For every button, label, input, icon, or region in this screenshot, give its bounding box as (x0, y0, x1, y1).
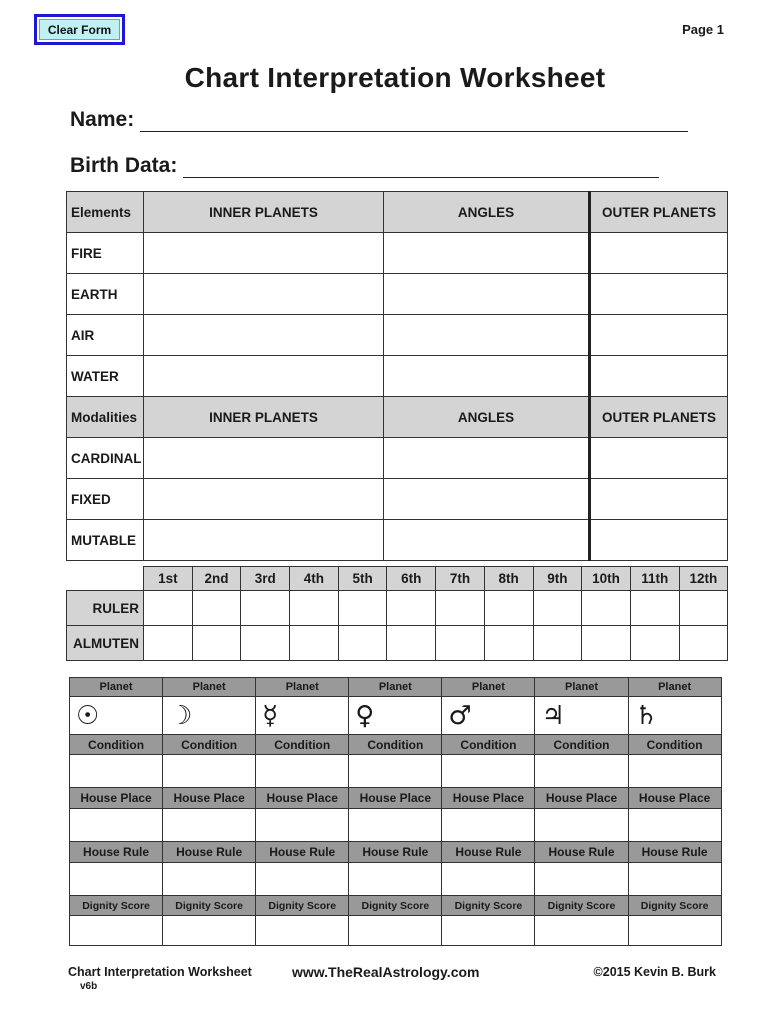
dignity-score-cell[interactable] (442, 916, 535, 946)
condition-label: Condition (256, 735, 349, 755)
ruler-cell[interactable] (338, 591, 387, 626)
saturn-icon: ♄ (628, 697, 721, 735)
table-row (67, 315, 728, 356)
ruler-cell[interactable] (533, 591, 582, 626)
row-label-mutable: MUTABLE (67, 520, 144, 561)
earth-outer-cell[interactable] (590, 274, 728, 315)
house-rule-cell[interactable] (349, 863, 442, 896)
condition-header-row (70, 735, 722, 755)
elements-modalities-table (66, 191, 728, 561)
condition-label: Condition (535, 735, 628, 755)
almuten-cell[interactable] (630, 626, 679, 661)
footer-title: Chart Interpretation Worksheet (68, 965, 252, 979)
mars-icon: ♂ (442, 697, 535, 735)
row-label-earth: EARTH (67, 274, 144, 315)
house-rule-label: House Rule (349, 842, 442, 863)
fixed-outer-cell[interactable] (590, 479, 728, 520)
sun-icon: ☉ (70, 697, 163, 735)
almuten-cell[interactable] (436, 626, 485, 661)
house-3-header: 3rd (241, 567, 290, 591)
dignity-score-cell[interactable] (535, 916, 628, 946)
planet-label: Planet (256, 678, 349, 697)
almuten-cell[interactable] (290, 626, 339, 661)
dignity-score-cell[interactable] (256, 916, 349, 946)
page-number: Page 1 (682, 22, 724, 37)
water-inner-cell[interactable] (144, 356, 384, 397)
house-place-row (70, 809, 722, 842)
ruler-cell[interactable] (387, 591, 436, 626)
inner-planets-header: INNER PLANETS (144, 397, 384, 438)
birth-data-label: Birth Data: (70, 154, 178, 177)
condition-cell[interactable] (628, 755, 721, 788)
water-outer-cell[interactable] (590, 356, 728, 397)
almuten-label: ALMUTEN (67, 626, 144, 661)
table-row (67, 233, 728, 274)
modalities-header: Modalities (67, 397, 144, 438)
air-inner-cell[interactable] (144, 315, 384, 356)
house-6-header: 6th (387, 567, 436, 591)
outer-planets-header: OUTER PLANETS (590, 192, 728, 233)
house-place-label: House Place (535, 788, 628, 809)
table-row (67, 274, 728, 315)
house-4-header: 4th (290, 567, 339, 591)
house-place-cell[interactable] (442, 809, 535, 842)
row-label-fixed: FIXED (67, 479, 144, 520)
clear-form-label[interactable]: Clear Form (39, 19, 120, 40)
ruler-cell[interactable] (582, 591, 631, 626)
angles-header: ANGLES (384, 192, 590, 233)
name-field-row (70, 108, 688, 132)
almuten-cell[interactable] (192, 626, 241, 661)
planet-label: Planet (535, 678, 628, 697)
condition-label: Condition (163, 735, 256, 755)
dignity-score-cell[interactable] (349, 916, 442, 946)
cardinal-inner-cell[interactable] (144, 438, 384, 479)
house-place-label: House Place (442, 788, 535, 809)
house-place-cell[interactable] (535, 809, 628, 842)
ruler-row (67, 591, 728, 626)
dignity-score-label: Dignity Score (442, 896, 535, 916)
house-12-header: 12th (679, 567, 728, 591)
birth-data-field-row (70, 154, 659, 178)
cardinal-angles-cell[interactable] (384, 438, 590, 479)
dignity-score-label: Dignity Score (628, 896, 721, 916)
table-row (67, 479, 728, 520)
fixed-angles-cell[interactable] (384, 479, 590, 520)
house-11-header: 11th (630, 567, 679, 591)
table-row (67, 356, 728, 397)
house-rule-label: House Rule (256, 842, 349, 863)
house-place-cell[interactable] (349, 809, 442, 842)
house-place-header-row (70, 788, 722, 809)
house-8-header: 8th (484, 567, 533, 591)
almuten-cell[interactable] (241, 626, 290, 661)
row-label-cardinal: CARDINAL (67, 438, 144, 479)
dignity-score-label: Dignity Score (70, 896, 163, 916)
planet-label: Planet (70, 678, 163, 697)
name-input-line[interactable] (140, 112, 688, 132)
clear-form-button[interactable] (34, 14, 125, 45)
angles-header: ANGLES (384, 397, 590, 438)
house-rule-cell[interactable] (163, 863, 256, 896)
footer-version: v6b (80, 981, 98, 992)
ruler-cell[interactable] (679, 591, 728, 626)
dignity-score-label: Dignity Score (535, 896, 628, 916)
elements-header: Elements (67, 192, 144, 233)
house-1-header: 1st (144, 567, 193, 591)
water-angles-cell[interactable] (384, 356, 590, 397)
almuten-cell[interactable] (338, 626, 387, 661)
ruler-label: RULER (67, 591, 144, 626)
elements-header-row (67, 192, 728, 233)
planet-label: Planet (163, 678, 256, 697)
almuten-row (67, 626, 728, 661)
house-place-cell[interactable] (256, 809, 349, 842)
air-angles-cell[interactable] (384, 315, 590, 356)
ruler-cell[interactable] (241, 591, 290, 626)
dignity-score-cell[interactable] (70, 916, 163, 946)
mutable-inner-cell[interactable] (144, 520, 384, 561)
footer-copyright: ©2015 Kevin B. Burk (593, 965, 716, 979)
condition-cell[interactable] (163, 755, 256, 788)
dignity-score-cell[interactable] (163, 916, 256, 946)
cardinal-outer-cell[interactable] (590, 438, 728, 479)
houses-corner (67, 567, 144, 591)
ruler-cell[interactable] (630, 591, 679, 626)
ruler-cell[interactable] (290, 591, 339, 626)
ruler-cell[interactable] (144, 591, 193, 626)
planet-label: Planet (349, 678, 442, 697)
jupiter-icon: ♃ (535, 697, 628, 735)
planets-table (69, 677, 722, 946)
condition-label: Condition (349, 735, 442, 755)
almuten-cell[interactable] (484, 626, 533, 661)
house-place-label: House Place (70, 788, 163, 809)
house-10-header: 10th (582, 567, 631, 591)
mutable-outer-cell[interactable] (590, 520, 728, 561)
birth-data-input-line[interactable] (183, 158, 659, 178)
condition-label: Condition (442, 735, 535, 755)
house-rule-label: House Rule (628, 842, 721, 863)
house-rule-cell[interactable] (628, 863, 721, 896)
fire-inner-cell[interactable] (144, 233, 384, 274)
almuten-cell[interactable] (533, 626, 582, 661)
house-rule-header-row (70, 842, 722, 863)
table-row (67, 438, 728, 479)
house-place-cell[interactable] (163, 809, 256, 842)
mutable-angles-cell[interactable] (384, 520, 590, 561)
houses-header-row (67, 567, 728, 591)
dignity-score-label: Dignity Score (256, 896, 349, 916)
planet-label: Planet (442, 678, 535, 697)
houses-table (66, 566, 728, 661)
fire-angles-cell[interactable] (384, 233, 590, 274)
house-rule-label: House Rule (535, 842, 628, 863)
house-place-label: House Place (256, 788, 349, 809)
house-7-header: 7th (436, 567, 485, 591)
footer-url[interactable]: www.TheRealAstrology.com (292, 964, 480, 980)
house-rule-cell[interactable] (256, 863, 349, 896)
condition-cell[interactable] (535, 755, 628, 788)
house-rule-cell[interactable] (442, 863, 535, 896)
condition-cell[interactable] (256, 755, 349, 788)
almuten-cell[interactable] (387, 626, 436, 661)
ruler-cell[interactable] (192, 591, 241, 626)
row-label-air: AIR (67, 315, 144, 356)
row-label-water: WATER (67, 356, 144, 397)
house-2-header: 2nd (192, 567, 241, 591)
house-rule-cell[interactable] (70, 863, 163, 896)
row-label-fire: FIRE (67, 233, 144, 274)
outer-planets-header: OUTER PLANETS (590, 397, 728, 438)
house-place-cell[interactable] (70, 809, 163, 842)
planet-label: Planet (628, 678, 721, 697)
ruler-cell[interactable] (436, 591, 485, 626)
dignity-score-label: Dignity Score (163, 896, 256, 916)
house-9-header: 9th (533, 567, 582, 591)
condition-cell[interactable] (349, 755, 442, 788)
page-title: Chart Interpretation Worksheet (184, 62, 606, 93)
moon-icon: ☽ (163, 697, 256, 735)
ruler-cell[interactable] (484, 591, 533, 626)
table-row (67, 520, 728, 561)
condition-cell[interactable] (70, 755, 163, 788)
house-5-header: 5th (338, 567, 387, 591)
condition-cell[interactable] (442, 755, 535, 788)
house-place-label: House Place (163, 788, 256, 809)
inner-planets-header: INNER PLANETS (144, 192, 384, 233)
dignity-score-row (70, 916, 722, 946)
almuten-cell[interactable] (679, 626, 728, 661)
planet-header-row (70, 678, 722, 697)
venus-icon: ♀ (349, 697, 442, 735)
earth-inner-cell[interactable] (144, 274, 384, 315)
almuten-cell[interactable] (582, 626, 631, 661)
mercury-icon: ☿ (256, 697, 349, 735)
dignity-score-header-row (70, 896, 722, 916)
fixed-inner-cell[interactable] (144, 479, 384, 520)
almuten-cell[interactable] (144, 626, 193, 661)
house-rule-cell[interactable] (535, 863, 628, 896)
house-rule-row (70, 863, 722, 896)
planet-symbol-row (70, 697, 722, 735)
name-label: Name: (70, 108, 135, 131)
fire-outer-cell[interactable] (590, 233, 728, 274)
condition-row (70, 755, 722, 788)
house-rule-label: House Rule (442, 842, 535, 863)
condition-label: Condition (70, 735, 163, 755)
house-rule-label: House Rule (70, 842, 163, 863)
house-place-cell[interactable] (628, 809, 721, 842)
dignity-score-label: Dignity Score (349, 896, 442, 916)
house-place-label: House Place (349, 788, 442, 809)
air-outer-cell[interactable] (590, 315, 728, 356)
house-rule-label: House Rule (163, 842, 256, 863)
house-place-label: House Place (628, 788, 721, 809)
modalities-header-row (67, 397, 728, 438)
condition-label: Condition (628, 735, 721, 755)
dignity-score-cell[interactable] (628, 916, 721, 946)
earth-angles-cell[interactable] (384, 274, 590, 315)
